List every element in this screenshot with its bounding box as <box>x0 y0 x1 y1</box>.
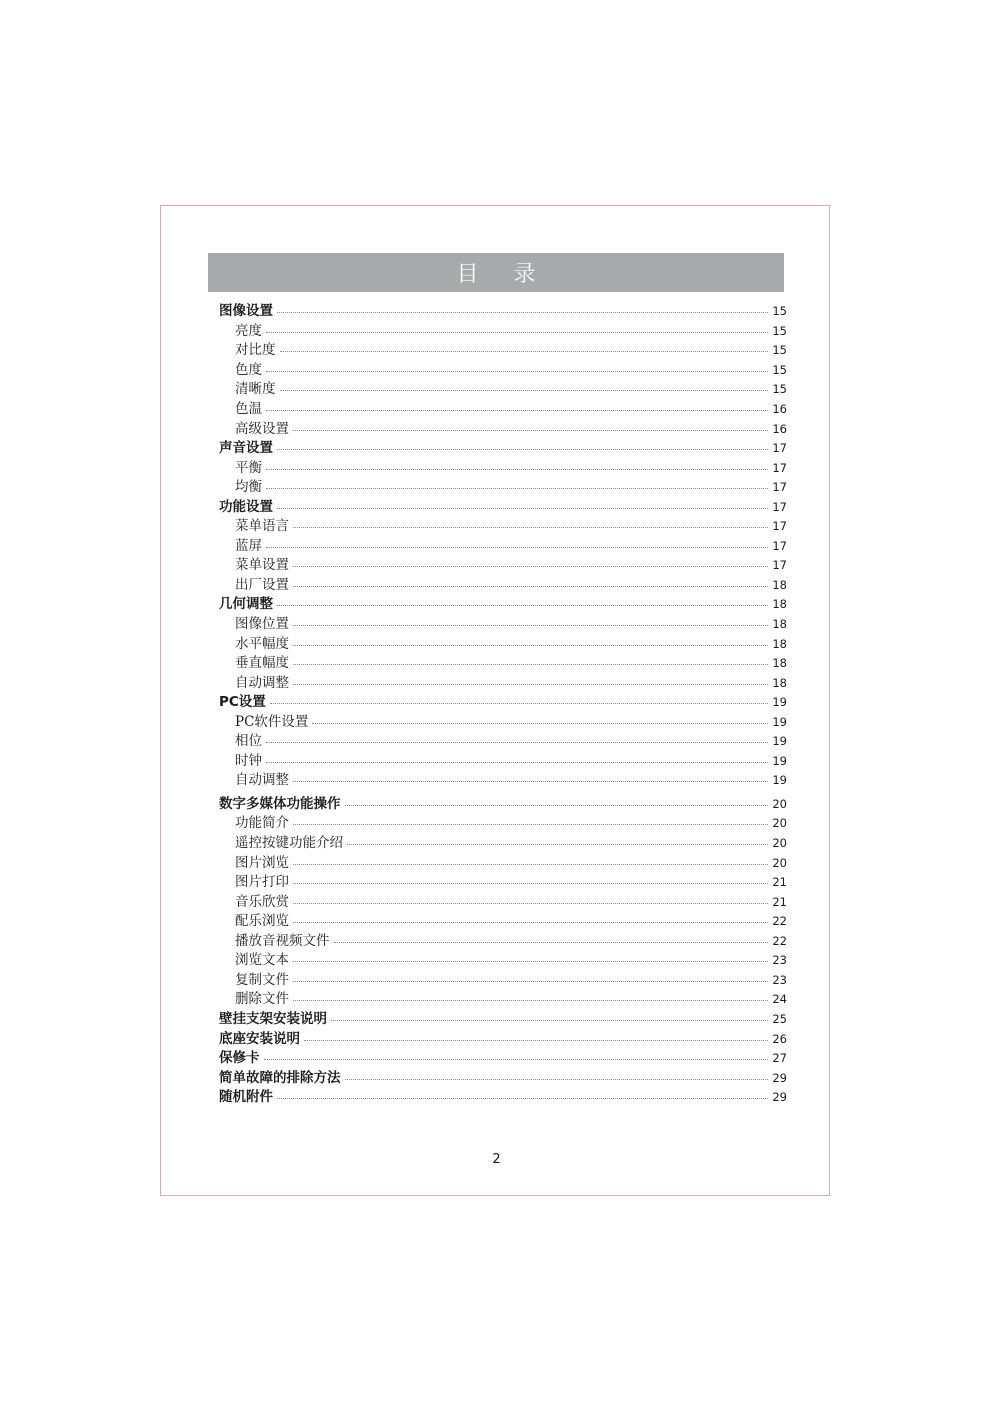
toc-entry-label: 出厂设置 <box>235 576 289 593</box>
toc-entry-page: 20 <box>772 796 787 811</box>
toc-entry-label: 遥控按键功能介绍 <box>235 835 343 852</box>
dot-leader <box>293 430 768 431</box>
dot-leader <box>264 1059 769 1060</box>
toc-entry-page: 20 <box>772 855 787 870</box>
toc-entry[interactable] <box>219 693 787 713</box>
toc-entry[interactable] <box>219 1029 787 1049</box>
toc-entry-page: 24 <box>772 992 787 1007</box>
dot-leader <box>266 332 768 333</box>
toc-entry-page: 21 <box>772 894 787 909</box>
toc-entry-page: 15 <box>772 382 787 397</box>
toc-entry-label: 均衡 <box>235 479 262 496</box>
toc-entry-label: 菜单设置 <box>235 557 289 574</box>
toc-entry[interactable] <box>219 752 787 772</box>
dot-leader <box>334 942 769 943</box>
toc-entry-page: 16 <box>772 421 787 436</box>
toc-entry[interactable] <box>219 634 787 654</box>
toc-entry-label: 清晰度 <box>235 381 276 398</box>
toc-entry[interactable] <box>219 814 787 834</box>
toc-entry[interactable] <box>219 834 787 854</box>
toc-entry-label: 图像位置 <box>235 616 289 633</box>
toc-entry-page: 25 <box>772 1011 787 1026</box>
toc-entry-label: 图片浏览 <box>235 854 289 871</box>
toc-entry[interactable] <box>219 556 787 576</box>
toc-entry[interactable] <box>219 732 787 752</box>
dot-leader <box>277 312 768 313</box>
toc-entry[interactable] <box>219 932 787 952</box>
toc-entry-label: 色度 <box>235 361 262 378</box>
toc-entry-label: 相位 <box>235 733 262 750</box>
toc-entry[interactable] <box>219 654 787 674</box>
toc-entry[interactable] <box>219 439 787 459</box>
toc-entry-page: 20 <box>772 836 787 851</box>
toc-entry-label: 播放音视频文件 <box>235 932 330 949</box>
toc-entry[interactable] <box>219 537 787 557</box>
dot-leader <box>331 1020 768 1021</box>
dot-leader <box>277 449 768 450</box>
dot-leader <box>312 723 768 724</box>
toc-entry-label: 复制文件 <box>235 971 289 988</box>
dot-leader <box>293 586 768 587</box>
dot-leader <box>345 805 769 806</box>
toc-entry-page: 22 <box>772 933 787 948</box>
toc-entry[interactable] <box>219 302 787 322</box>
toc-entry-label: 平衡 <box>235 459 262 476</box>
toc-entry-label: 水平幅度 <box>235 635 289 652</box>
toc-entry[interactable] <box>219 576 787 596</box>
dot-leader <box>293 922 768 923</box>
toc-entry-label: 数字多媒体功能操作 <box>219 795 341 812</box>
toc-entry-label: 时钟 <box>235 752 262 769</box>
toc-entry-label: 壁挂支架安装说明 <box>219 1010 327 1027</box>
toc-entry-page: 17 <box>772 538 787 553</box>
toc-entry-label: 简单故障的排除方法 <box>219 1069 341 1086</box>
toc-entry-label: 删除文件 <box>235 991 289 1008</box>
toc-entry[interactable] <box>219 951 787 971</box>
toc-entry-page: 18 <box>772 597 787 612</box>
toc-entry[interactable] <box>219 1068 787 1088</box>
toc-entry-page: 15 <box>772 362 787 377</box>
toc-entry-label: 声音设置 <box>219 440 273 457</box>
toc-entry-page: 17 <box>772 519 787 534</box>
toc-entry[interactable] <box>219 458 787 478</box>
dot-leader <box>266 547 768 548</box>
dot-leader <box>293 566 768 567</box>
dot-leader <box>293 903 768 904</box>
toc-entry-label: 保修卡 <box>219 1050 260 1067</box>
toc-entry[interactable] <box>219 1088 787 1108</box>
toc-entry-page: 19 <box>772 734 787 749</box>
toc-entry-label: 底座安装说明 <box>219 1030 300 1047</box>
dot-leader <box>266 762 768 763</box>
dot-leader <box>293 625 768 626</box>
dot-leader <box>304 1040 768 1041</box>
dot-leader <box>293 781 768 782</box>
toc-entry-page: 19 <box>772 695 787 710</box>
dot-leader <box>293 1000 768 1001</box>
dot-leader <box>293 527 768 528</box>
dot-leader <box>293 824 768 825</box>
toc-entry[interactable] <box>219 497 787 517</box>
toc-entry-page: 16 <box>772 402 787 416</box>
toc-entry-page: 18 <box>772 675 787 690</box>
toc-entry[interactable] <box>219 673 787 693</box>
toc-entry[interactable] <box>219 892 787 912</box>
toc-entry-page: 17 <box>772 499 787 514</box>
toc-entry-page: 26 <box>772 1031 787 1046</box>
dot-leader <box>293 645 768 646</box>
toc-entry-label: 浏览文本 <box>235 952 289 969</box>
toc-entry-label: 随机附件 <box>219 1089 273 1106</box>
toc-entry[interactable] <box>219 615 787 635</box>
dot-leader <box>347 844 768 845</box>
toc-entry-page: 27 <box>772 1051 787 1066</box>
toc-entry-page: 19 <box>772 714 787 729</box>
dot-leader <box>266 410 768 411</box>
toc-entry-label: 亮度 <box>235 322 262 339</box>
dot-leader <box>293 684 768 685</box>
toc-entry-page: 23 <box>772 953 787 968</box>
toc-entry[interactable] <box>219 990 787 1010</box>
toc-entry[interactable] <box>219 795 787 815</box>
dot-leader <box>277 1098 768 1099</box>
toc-entry-page: 29 <box>772 1090 787 1105</box>
dot-leader <box>345 1079 769 1080</box>
toc-entry[interactable] <box>219 1049 787 1069</box>
toc-entry-page: 23 <box>772 972 787 987</box>
toc-entry-page: 18 <box>772 656 787 671</box>
toc-entry[interactable] <box>219 419 787 439</box>
toc-entry-label: 配乐浏览 <box>235 913 289 930</box>
dot-leader <box>277 508 768 509</box>
toc-entry-page: 17 <box>772 558 787 573</box>
toc-entry-page: 19 <box>772 773 787 788</box>
toc-entry-page: 17 <box>772 460 787 475</box>
toc-entry-label: 高级设置 <box>235 420 289 437</box>
dot-leader <box>266 742 768 743</box>
toc-entry-label: 功能简介 <box>235 815 289 832</box>
toc-entry-page: 17 <box>772 441 787 456</box>
dot-leader <box>266 488 768 489</box>
toc-entry-label: 菜单语言 <box>235 518 289 535</box>
toc-entry[interactable] <box>219 771 787 791</box>
toc-entry-label: 图片打印 <box>235 874 289 891</box>
toc-entry-page: 18 <box>772 636 787 651</box>
dot-leader <box>266 371 768 372</box>
toc-entry-label: 自动调整 <box>235 674 289 691</box>
toc-entry[interactable] <box>219 595 787 615</box>
toc-entry[interactable] <box>219 400 787 420</box>
toc-entry-label: 垂直幅度 <box>235 655 289 672</box>
toc-entry-label: 功能设置 <box>219 498 273 515</box>
toc-entry-label: 色温 <box>235 401 262 417</box>
table-of-contents <box>219 302 787 1107</box>
toc-entry-label: 自动调整 <box>235 772 289 789</box>
toc-entry-page: 15 <box>772 323 787 338</box>
dot-leader <box>266 469 768 470</box>
dot-leader <box>293 664 768 665</box>
toc-entry-label: PC设置 <box>219 694 266 711</box>
toc-entry-label: 图像设置 <box>219 303 273 320</box>
toc-entry[interactable] <box>219 380 787 400</box>
toc-entry[interactable] <box>219 912 787 932</box>
toc-entry[interactable] <box>219 873 787 893</box>
dot-leader <box>293 961 768 962</box>
toc-entry[interactable] <box>219 712 787 732</box>
dot-leader <box>277 605 768 606</box>
toc-entry-label: 几何调整 <box>219 596 273 613</box>
toc-entry-label: PC软件设置 <box>235 713 309 730</box>
toc-entry-page: 18 <box>772 617 787 632</box>
toc-entry-page: 18 <box>772 577 787 592</box>
toc-entry[interactable] <box>219 853 787 873</box>
dot-leader <box>280 351 769 352</box>
toc-entry[interactable] <box>219 517 787 537</box>
dot-leader <box>293 864 768 865</box>
toc-entry-page: 15 <box>772 304 787 319</box>
toc-entry[interactable] <box>219 971 787 991</box>
toc-entry-page: 22 <box>772 914 787 929</box>
toc-entry-page: 21 <box>772 875 787 890</box>
toc-entry[interactable] <box>219 322 787 342</box>
toc-entry-page: 17 <box>772 480 787 495</box>
toc-entry-page: 15 <box>772 343 787 358</box>
toc-entry-page: 19 <box>772 753 787 768</box>
toc-entry[interactable] <box>219 361 787 381</box>
page-number: 2 <box>492 1152 501 1167</box>
toc-entry-page: 20 <box>772 816 787 831</box>
toc-entry-label: 音乐欣赏 <box>235 893 289 910</box>
toc-entry-label: 蓝屏 <box>235 537 262 554</box>
dot-leader <box>293 981 768 982</box>
dot-leader <box>293 883 768 884</box>
toc-entry[interactable] <box>219 478 787 498</box>
toc-entry[interactable] <box>219 1010 787 1030</box>
toc-title: 目 录 <box>208 253 784 292</box>
toc-entry[interactable] <box>219 341 787 361</box>
dot-leader <box>280 390 769 391</box>
toc-entry-label: 对比度 <box>235 342 276 359</box>
dot-leader <box>270 703 768 704</box>
toc-entry-page: 29 <box>772 1070 787 1085</box>
